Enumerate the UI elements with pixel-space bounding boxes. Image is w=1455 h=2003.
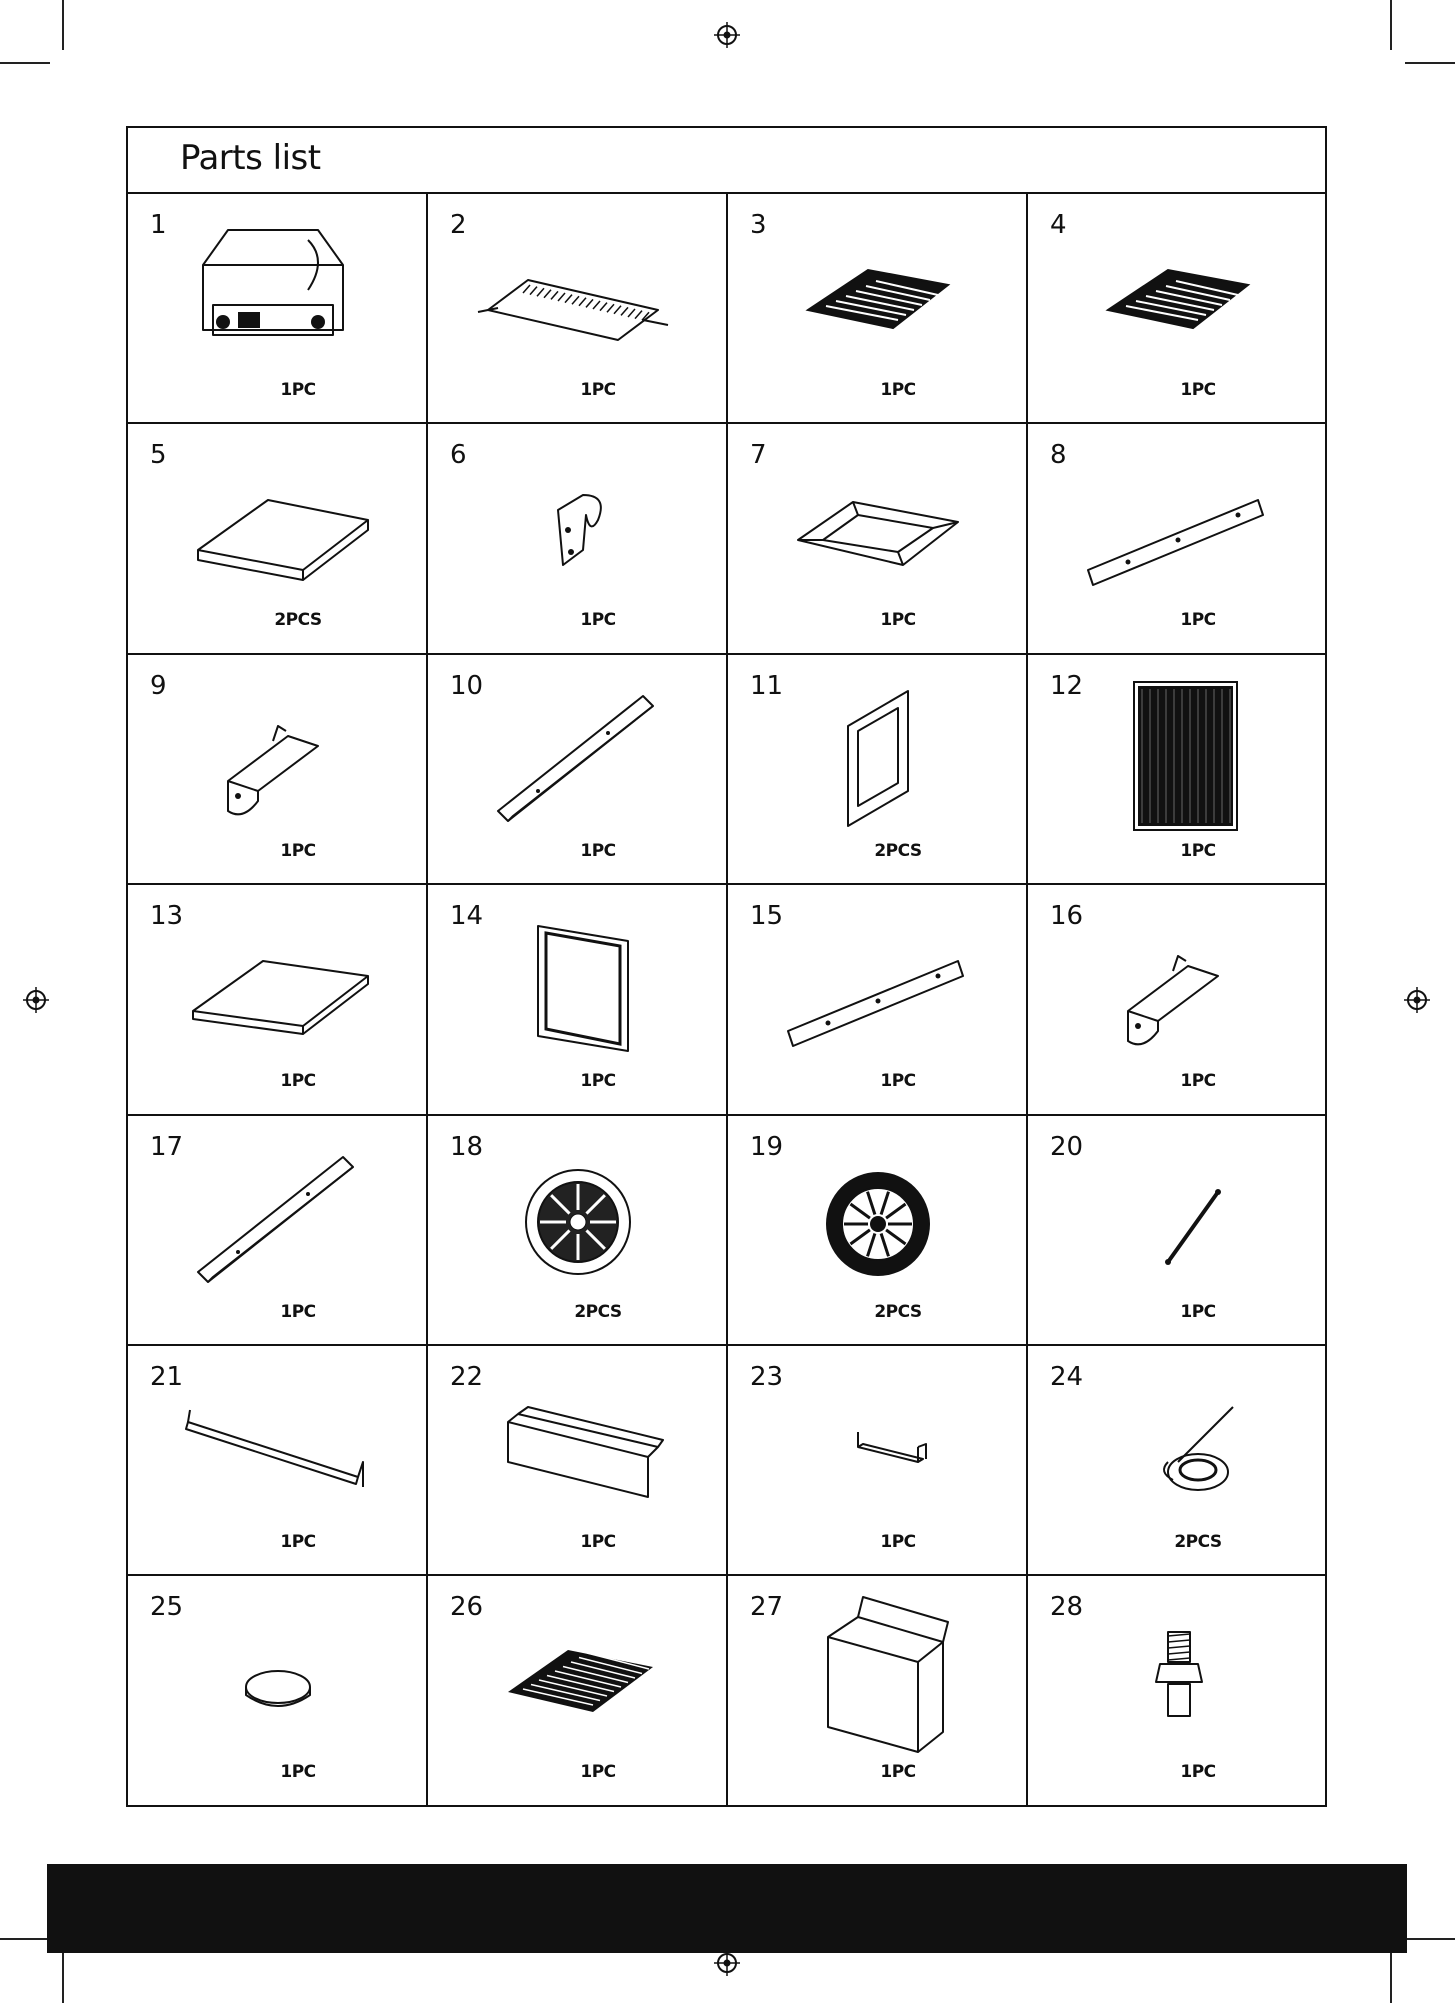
part-quantity: 1PC (1180, 1762, 1216, 1783)
part-cell (428, 424, 728, 654)
part-cell (1028, 1576, 1325, 1806)
part-cell (128, 424, 428, 654)
page-title: Parts list (180, 138, 321, 178)
crop-mark (1405, 62, 1455, 64)
part-cell (128, 1346, 428, 1576)
parts-list-table (126, 126, 1327, 1807)
title-row (128, 128, 1325, 194)
axle-rod-icon (1068, 1132, 1288, 1302)
part-quantity: 1PC (880, 380, 916, 400)
part-quantity: 1PC (1180, 380, 1216, 400)
mount-bracket-icon (168, 671, 388, 841)
part-quantity: 1PC (580, 1531, 616, 1552)
part-number: 8 (1050, 440, 1067, 471)
part-quantity: 1PC (280, 840, 316, 861)
part-quantity: 1PC (580, 380, 616, 400)
crop-mark (0, 1938, 50, 1940)
footer-band (47, 1864, 1407, 1953)
part-cell (728, 424, 1028, 654)
mesh-panel-icon (1068, 671, 1288, 841)
part-number: 9 (150, 670, 167, 701)
part-cell (1028, 424, 1325, 654)
part-quantity: 2PCS (874, 840, 922, 861)
registration-mark-icon (714, 1950, 740, 1976)
part-quantity: 1PC (880, 610, 916, 631)
part-cell (428, 1116, 728, 1346)
part-number: 4 (1050, 210, 1067, 240)
part-quantity: 1PC (880, 1762, 916, 1783)
part-number: 1 (150, 210, 167, 240)
part-number: 28 (1050, 1592, 1084, 1623)
part-quantity: 1PC (580, 840, 616, 861)
grease-tray-icon (768, 440, 988, 610)
griddle-plate-icon (468, 1592, 688, 1762)
part-cell (728, 1346, 1028, 1576)
registration-mark-icon (714, 22, 740, 48)
frame-panel-icon (468, 901, 688, 1071)
part-number: 24 (1050, 1361, 1084, 1392)
part-cell (428, 885, 728, 1115)
part-quantity: 1PC (1180, 840, 1216, 861)
igniter-icon (1068, 1362, 1288, 1532)
part-cell (728, 655, 1028, 885)
part-cell (1028, 885, 1325, 1115)
part-quantity: 1PC (280, 1531, 316, 1552)
cap-icon (168, 1592, 388, 1762)
support-bar-icon (768, 901, 988, 1071)
part-number: 16 (1050, 901, 1084, 932)
cross-rail-icon (168, 1362, 388, 1532)
cover-box-icon (768, 1592, 988, 1762)
part-cell (128, 1116, 428, 1346)
crop-mark (1405, 1938, 1455, 1940)
part-number: 23 (750, 1361, 784, 1392)
crop-mark (62, 1953, 64, 2003)
wheel-icon (768, 1132, 988, 1302)
part-number: 10 (450, 670, 484, 701)
part-cell (128, 1576, 428, 1806)
part-quantity: 1PC (1180, 1301, 1216, 1322)
part-number: 14 (450, 901, 484, 932)
part-number: 25 (150, 1592, 184, 1623)
part-cell (1028, 194, 1325, 424)
part-cell (128, 194, 428, 424)
gas-fitting-icon (1068, 1592, 1288, 1762)
part-cell (1028, 1346, 1325, 1576)
part-cell (128, 885, 428, 1115)
cooking-grate-icon (768, 210, 988, 380)
angle-rail-icon (168, 1132, 388, 1302)
part-quantity: 1PC (280, 1762, 316, 1783)
side-frame-icon (768, 671, 988, 841)
crop-mark (1390, 0, 1392, 50)
caster-wheel-icon (468, 1132, 688, 1302)
part-quantity: 1PC (280, 1071, 316, 1092)
part-cell (428, 1576, 728, 1806)
part-cell (1028, 1116, 1325, 1346)
part-quantity: 2PCS (274, 610, 322, 631)
part-quantity: 1PC (1180, 610, 1216, 631)
part-cell (428, 655, 728, 885)
support-bar-icon (1068, 440, 1288, 610)
bottom-shelf-icon (168, 901, 388, 1071)
side-shelf-icon (168, 440, 388, 610)
part-quantity: 2PCS (574, 1301, 622, 1322)
crop-mark (1390, 1953, 1392, 2003)
part-number: 11 (750, 670, 784, 701)
part-number: 15 (750, 901, 784, 932)
part-number: 12 (1050, 670, 1084, 701)
part-number: 18 (450, 1131, 484, 1162)
part-number: 6 (450, 440, 467, 471)
angle-rail-icon (468, 671, 688, 841)
mount-bracket-icon (1068, 901, 1288, 1071)
part-cell (728, 194, 1028, 424)
parts-grid (128, 194, 1325, 1807)
part-quantity: 1PC (580, 1071, 616, 1092)
part-quantity: 1PC (880, 1071, 916, 1092)
part-quantity: 2PCS (874, 1301, 922, 1322)
part-quantity: 1PC (280, 380, 316, 400)
part-cell (728, 1116, 1028, 1346)
part-quantity: 1PC (880, 1531, 916, 1552)
part-number: 20 (1050, 1131, 1084, 1162)
part-number: 21 (150, 1361, 184, 1392)
rear-panel-icon (468, 1362, 688, 1532)
part-number: 19 (750, 1131, 784, 1162)
part-number: 17 (150, 1131, 184, 1162)
cooking-grate-icon (1068, 210, 1288, 380)
part-quantity: 1PC (1180, 1071, 1216, 1092)
crop-mark (0, 62, 50, 64)
part-quantity: 2PCS (1174, 1531, 1222, 1552)
crop-mark (62, 0, 64, 50)
part-cell (428, 194, 728, 424)
part-quantity: 1PC (280, 1301, 316, 1322)
part-cell (428, 1346, 728, 1576)
part-number: 7 (750, 440, 767, 471)
part-cell (728, 885, 1028, 1115)
registration-mark-icon (1404, 987, 1430, 1013)
part-cell (1028, 655, 1325, 885)
registration-mark-icon (23, 987, 49, 1013)
warming-rack-icon (468, 210, 688, 380)
part-quantity: 1PC (580, 610, 616, 631)
part-cell (128, 655, 428, 885)
part-number: 27 (750, 1592, 784, 1623)
part-number: 2 (450, 210, 467, 240)
grill-head-icon (168, 210, 388, 380)
hook-bracket-icon (468, 440, 688, 610)
part-number: 13 (150, 901, 184, 932)
part-quantity: 1PC (580, 1762, 616, 1783)
handle-bracket-icon (768, 1362, 988, 1532)
part-number: 5 (150, 440, 167, 471)
part-cell (728, 1576, 1028, 1806)
part-number: 22 (450, 1361, 484, 1392)
part-number: 26 (450, 1592, 484, 1623)
part-number: 3 (750, 210, 767, 240)
